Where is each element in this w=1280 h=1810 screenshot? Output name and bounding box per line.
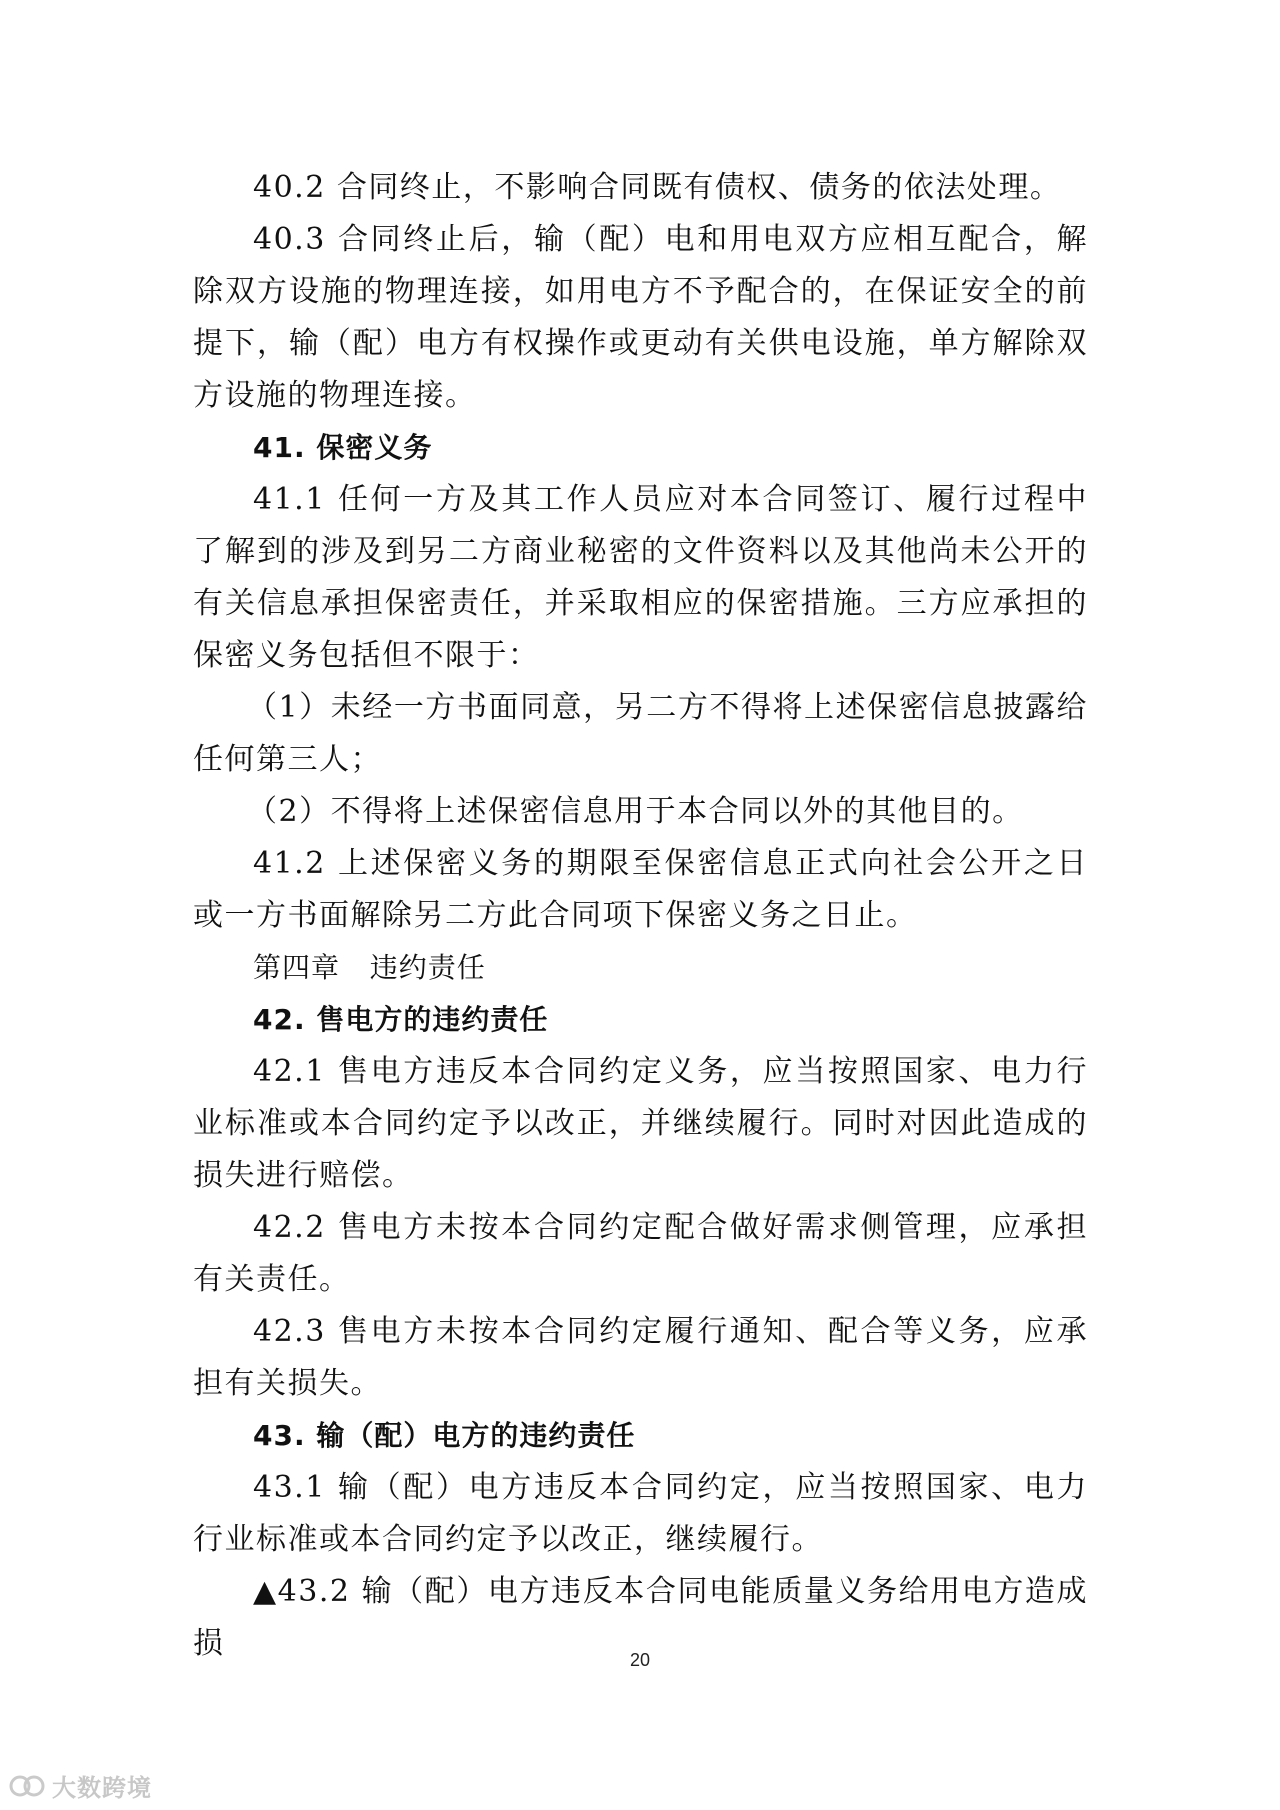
clause-40-3: 40.3 合同终止后，输（配）电和用电双方应相互配合，解除双方设施的物理连接，如用电方不予配合的，在保证安全的前提下，输（配）电方有权操作或更动有关供电设施，单方解除双方设施的物理连接。 <box>193 222 1088 413</box>
watermark <box>8 1768 152 1803</box>
clause-41-2: 41.2 上述保密义务的期限至保密信息正式向社会公开之日或一方书面解除另二方此合同项下保密义务之日止。 <box>193 846 1088 933</box>
section-heading-43: 43. 输（配）电方的违约责任 <box>253 1419 636 1452</box>
clause-42-2: 42.2 售电方未按本合同约定配合做好需求侧管理，应承担有关责任。 <box>193 1210 1088 1297</box>
chapter-title: 第四章 违约责任 <box>253 951 486 984</box>
section-heading-41: 41. 保密义务 <box>253 431 433 464</box>
document-body <box>193 162 1088 1670</box>
clause-43-2: ▲43.2 输（配）电方违反本合同电能质量义务给用电方造成损 <box>193 1574 1088 1661</box>
clause-42-3: 42.3 售电方未按本合同约定履行通知、配合等义务，应承担有关损失。 <box>193 1314 1088 1401</box>
clause-41-1: 41.1 任何一方及其工作人员应对本合同签订、履行过程中了解到的涉及到另二方商业秘密的文件资料以及其他尚未公开的有关信息承担保密责任，并采取相应的保密措施。三方应承担的保密义务包括但不限于： <box>193 482 1088 673</box>
clause-41-1-item-1: （1）未经一方书面同意，另二方不得将上述保密信息披露给任何第三人； <box>193 690 1088 777</box>
logo-icon <box>8 1771 46 1801</box>
clause-41-1-item-2: （2）不得将上述保密信息用于本合同以外的其他目的。 <box>247 794 1024 829</box>
clause-40-2: 40.2 合同终止，不影响合同既有债权、债务的依法处理。 <box>253 170 1062 205</box>
watermark-text: 大数跨境 <box>52 1774 152 1802</box>
section-heading-42: 42. 售电方的违约责任 <box>253 1003 549 1036</box>
page-number: 20 <box>629 1650 651 1670</box>
clause-43-1: 43.1 输（配）电方违反本合同约定，应当按照国家、电力行业标准或本合同约定予以改正，继续履行。 <box>193 1470 1088 1557</box>
clause-42-1: 42.1 售电方违反本合同约定义务，应当按照国家、电力行业标准或本合同约定予以改正，并继续履行。同时对因此造成的损失进行赔偿。 <box>193 1054 1088 1193</box>
